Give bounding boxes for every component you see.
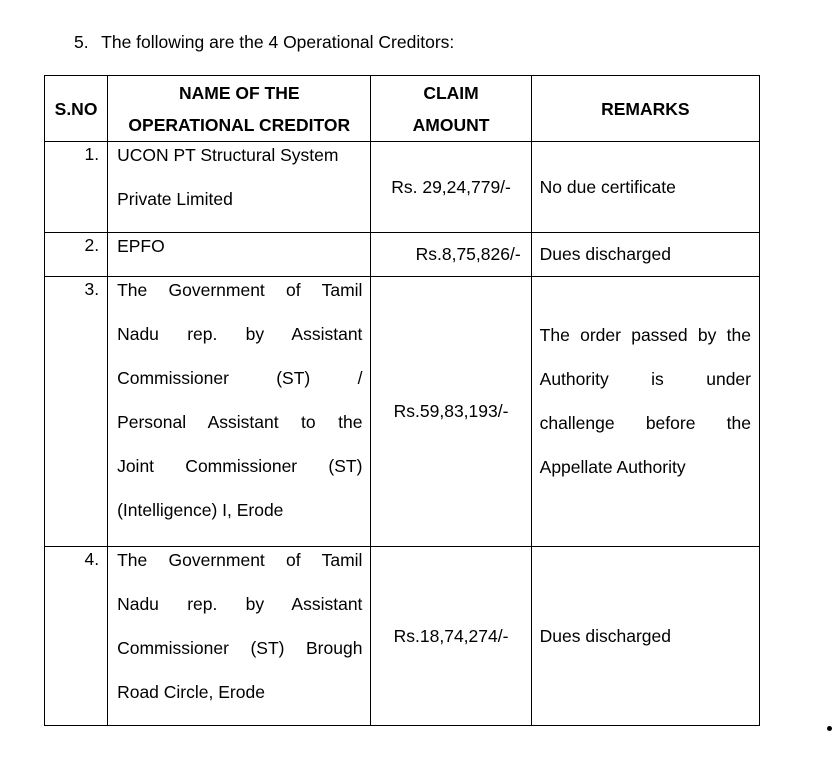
row-sno: 3. bbox=[45, 277, 108, 547]
row-claim-amount: Rs. 29,24,779/- bbox=[371, 142, 531, 233]
row-claim-amount: Rs.59,83,193/- bbox=[371, 277, 531, 547]
header-claim-line1: CLAIM bbox=[423, 82, 479, 103]
row-remarks: The order passed by the Authority is under challenge before the Appellate Authority bbox=[531, 277, 759, 547]
table-row bbox=[45, 277, 760, 547]
table-header-row bbox=[45, 76, 760, 142]
intro-text: The following are the 4 Operational Creditors: bbox=[101, 32, 455, 52]
bullet-dot bbox=[827, 726, 832, 731]
row-claim-amount: Rs.18,74,274/- bbox=[371, 547, 531, 726]
row-remarks: Dues discharged bbox=[531, 547, 759, 726]
row-remarks: Dues discharged bbox=[531, 233, 759, 277]
header-sno: S.NO bbox=[45, 76, 108, 142]
header-claim bbox=[371, 76, 531, 142]
row-sno: 1. bbox=[45, 142, 108, 233]
intro-number: 5. bbox=[74, 32, 89, 52]
header-remarks: REMARKS bbox=[531, 76, 759, 142]
row-creditor-name: EPFO bbox=[108, 233, 371, 277]
row-sno: 4. bbox=[45, 547, 108, 726]
header-name-line1: NAME OF THE bbox=[178, 82, 300, 103]
header-claim-line2: AMOUNT bbox=[412, 114, 490, 135]
row-creditor-name: UCON PT Structural System Private Limited bbox=[108, 142, 371, 233]
header-name bbox=[108, 76, 371, 142]
intro-paragraph bbox=[74, 32, 454, 53]
row-sno: 2. bbox=[45, 233, 108, 277]
row-creditor-name: The Government of Tamil Nadu rep. by Assistant Commissioner (ST) Brough Road Circle, Erode bbox=[108, 547, 371, 726]
table-row bbox=[45, 547, 760, 726]
row-claim-amount: Rs.8,75,826/- bbox=[371, 233, 531, 277]
header-name-line2: OPERATIONAL CREDITOR bbox=[128, 114, 351, 135]
row-creditor-name: The Government of Tamil Nadu rep. by Assistant Commissioner (ST) / Personal Assistant to the Joint Commissioner (ST) (Intelligence) I, Erode bbox=[108, 277, 371, 547]
table-row bbox=[45, 142, 760, 233]
row-remarks: No due certificate bbox=[531, 142, 759, 233]
creditors-table bbox=[44, 75, 760, 726]
table-row bbox=[45, 233, 760, 277]
